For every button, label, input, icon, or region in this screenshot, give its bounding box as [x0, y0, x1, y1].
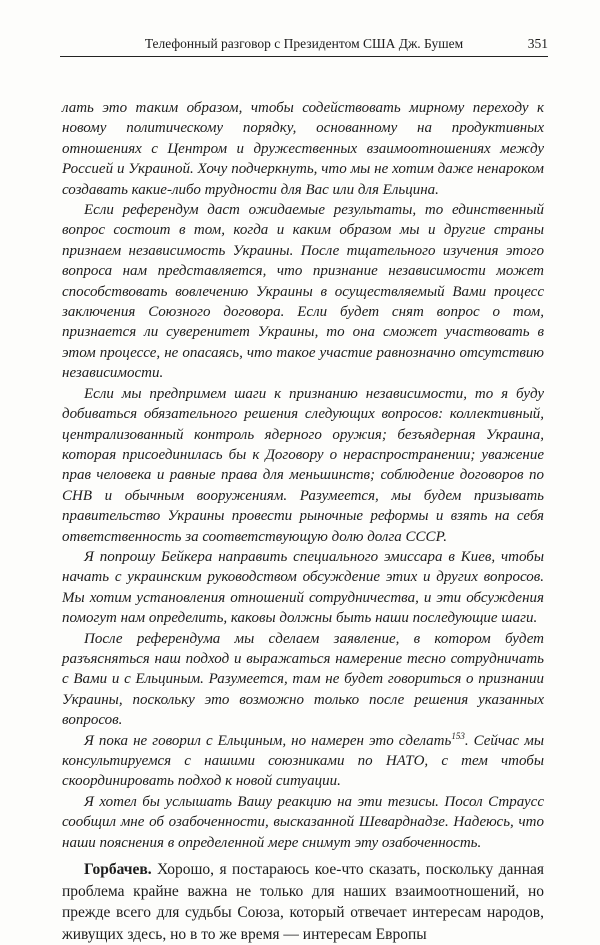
body-text [62, 98, 544, 945]
header-title: Телефонный разговор с Президентом США Дж. Бушем [144, 36, 464, 51]
running-header [60, 30, 548, 57]
footnote-marker: 153 [451, 730, 465, 741]
paragraph-7: Я хотел бы услышать Вашу реакцию на эти тезисы. Посол Страусс сообщил мне об озабоченности, высказанной Шеварднадзе. Надеюсь, что наши пояснения в определенной мере снимут эту озабоченность. [62, 793, 544, 851]
page-number: 351 [527, 36, 548, 51]
paragraph-2: Если референдум даст ожидаемые результаты, то единственный вопрос состоит в том, когда и каким образом мы и другие страны признаем независимость Украины. После тщательного изучения этого вопроса нам представляется, что признание независимости может способствовать вовлечению Украины в осуществляемый Вами процесс заключения Союзного договора. Если будет снят вопрос о том, признается ли суверенитет Украины, то она сможет участвовать в этом процессе, не опасаясь, что такое участие равнозначно отсутствию независимости. [62, 202, 544, 382]
reply-paragraph [62, 859, 544, 945]
paragraph-6-text-end: . Сейчас мы консультируемся с нашими союзниками по НАТО, с тем чтобы скоординировать подход к новой ситуации. [62, 732, 544, 790]
paragraph-3: Если мы предпримем шаги к признанию независимости, то я буду добиваться обязательного решения следующих вопросов: коллективный, централизованный контроль ядерного оружия; безъядерная Украина, которая присоединилась бы к Договору о нераспространении; уважение прав человека и равные права для меньшинств; соблюдение договоров по СНВ и обычным вооружениям. Разумеется, мы будем призывать правительство Украины провести рыночные реформы и взять на себя ответственность за соответствующую долю долга СССР. [62, 385, 544, 545]
paragraph-4: Я попрошу Бейкера направить специального эмиссара в Киев, чтобы начать с украинским руководством обсуждение этих и других вопросов. Мы хотим установления отношений сотрудничества, и эти обсуждения помогут нам определить, каковы должны быть наши последующие шаги. [62, 548, 544, 627]
paragraph-6-text: Я пока не говорил с Ельциным, но намерен это сделать [84, 732, 452, 749]
paragraph-6 [62, 731, 544, 792]
speaker-name: Горбачев. [84, 861, 152, 879]
reply-text: Хорошо, я постараюсь кое-что сказать, поскольку данная проблема крайне важна не только для наших взаимоотношений, но прежде всего для судьбы Союза, который отвечает интересам народов, живущих здесь, но в то же время — интересам Европы [62, 861, 544, 943]
paragraph-5: После референдума мы сделаем заявление, в котором будет разъясняться наш подход и выражаться намерение тесно сотрудничать с Вами и с Ельциным. Разумеется, там не будет говориться о признании Украины, поскольку это возможно только после решения указанных вопросов. [62, 630, 544, 729]
paragraph-1: лать это таким образом, чтобы содействовать мирному переходу к новому политическому порядку, основанному на продуктивных отношениях с Центром и дружественных взаимоотношениях между Россией и Украиной. Хочу подчеркнуть, что мы не хотим даже ненароком создавать какие-либо трудности для Вас или для Ельцина. [62, 100, 544, 198]
